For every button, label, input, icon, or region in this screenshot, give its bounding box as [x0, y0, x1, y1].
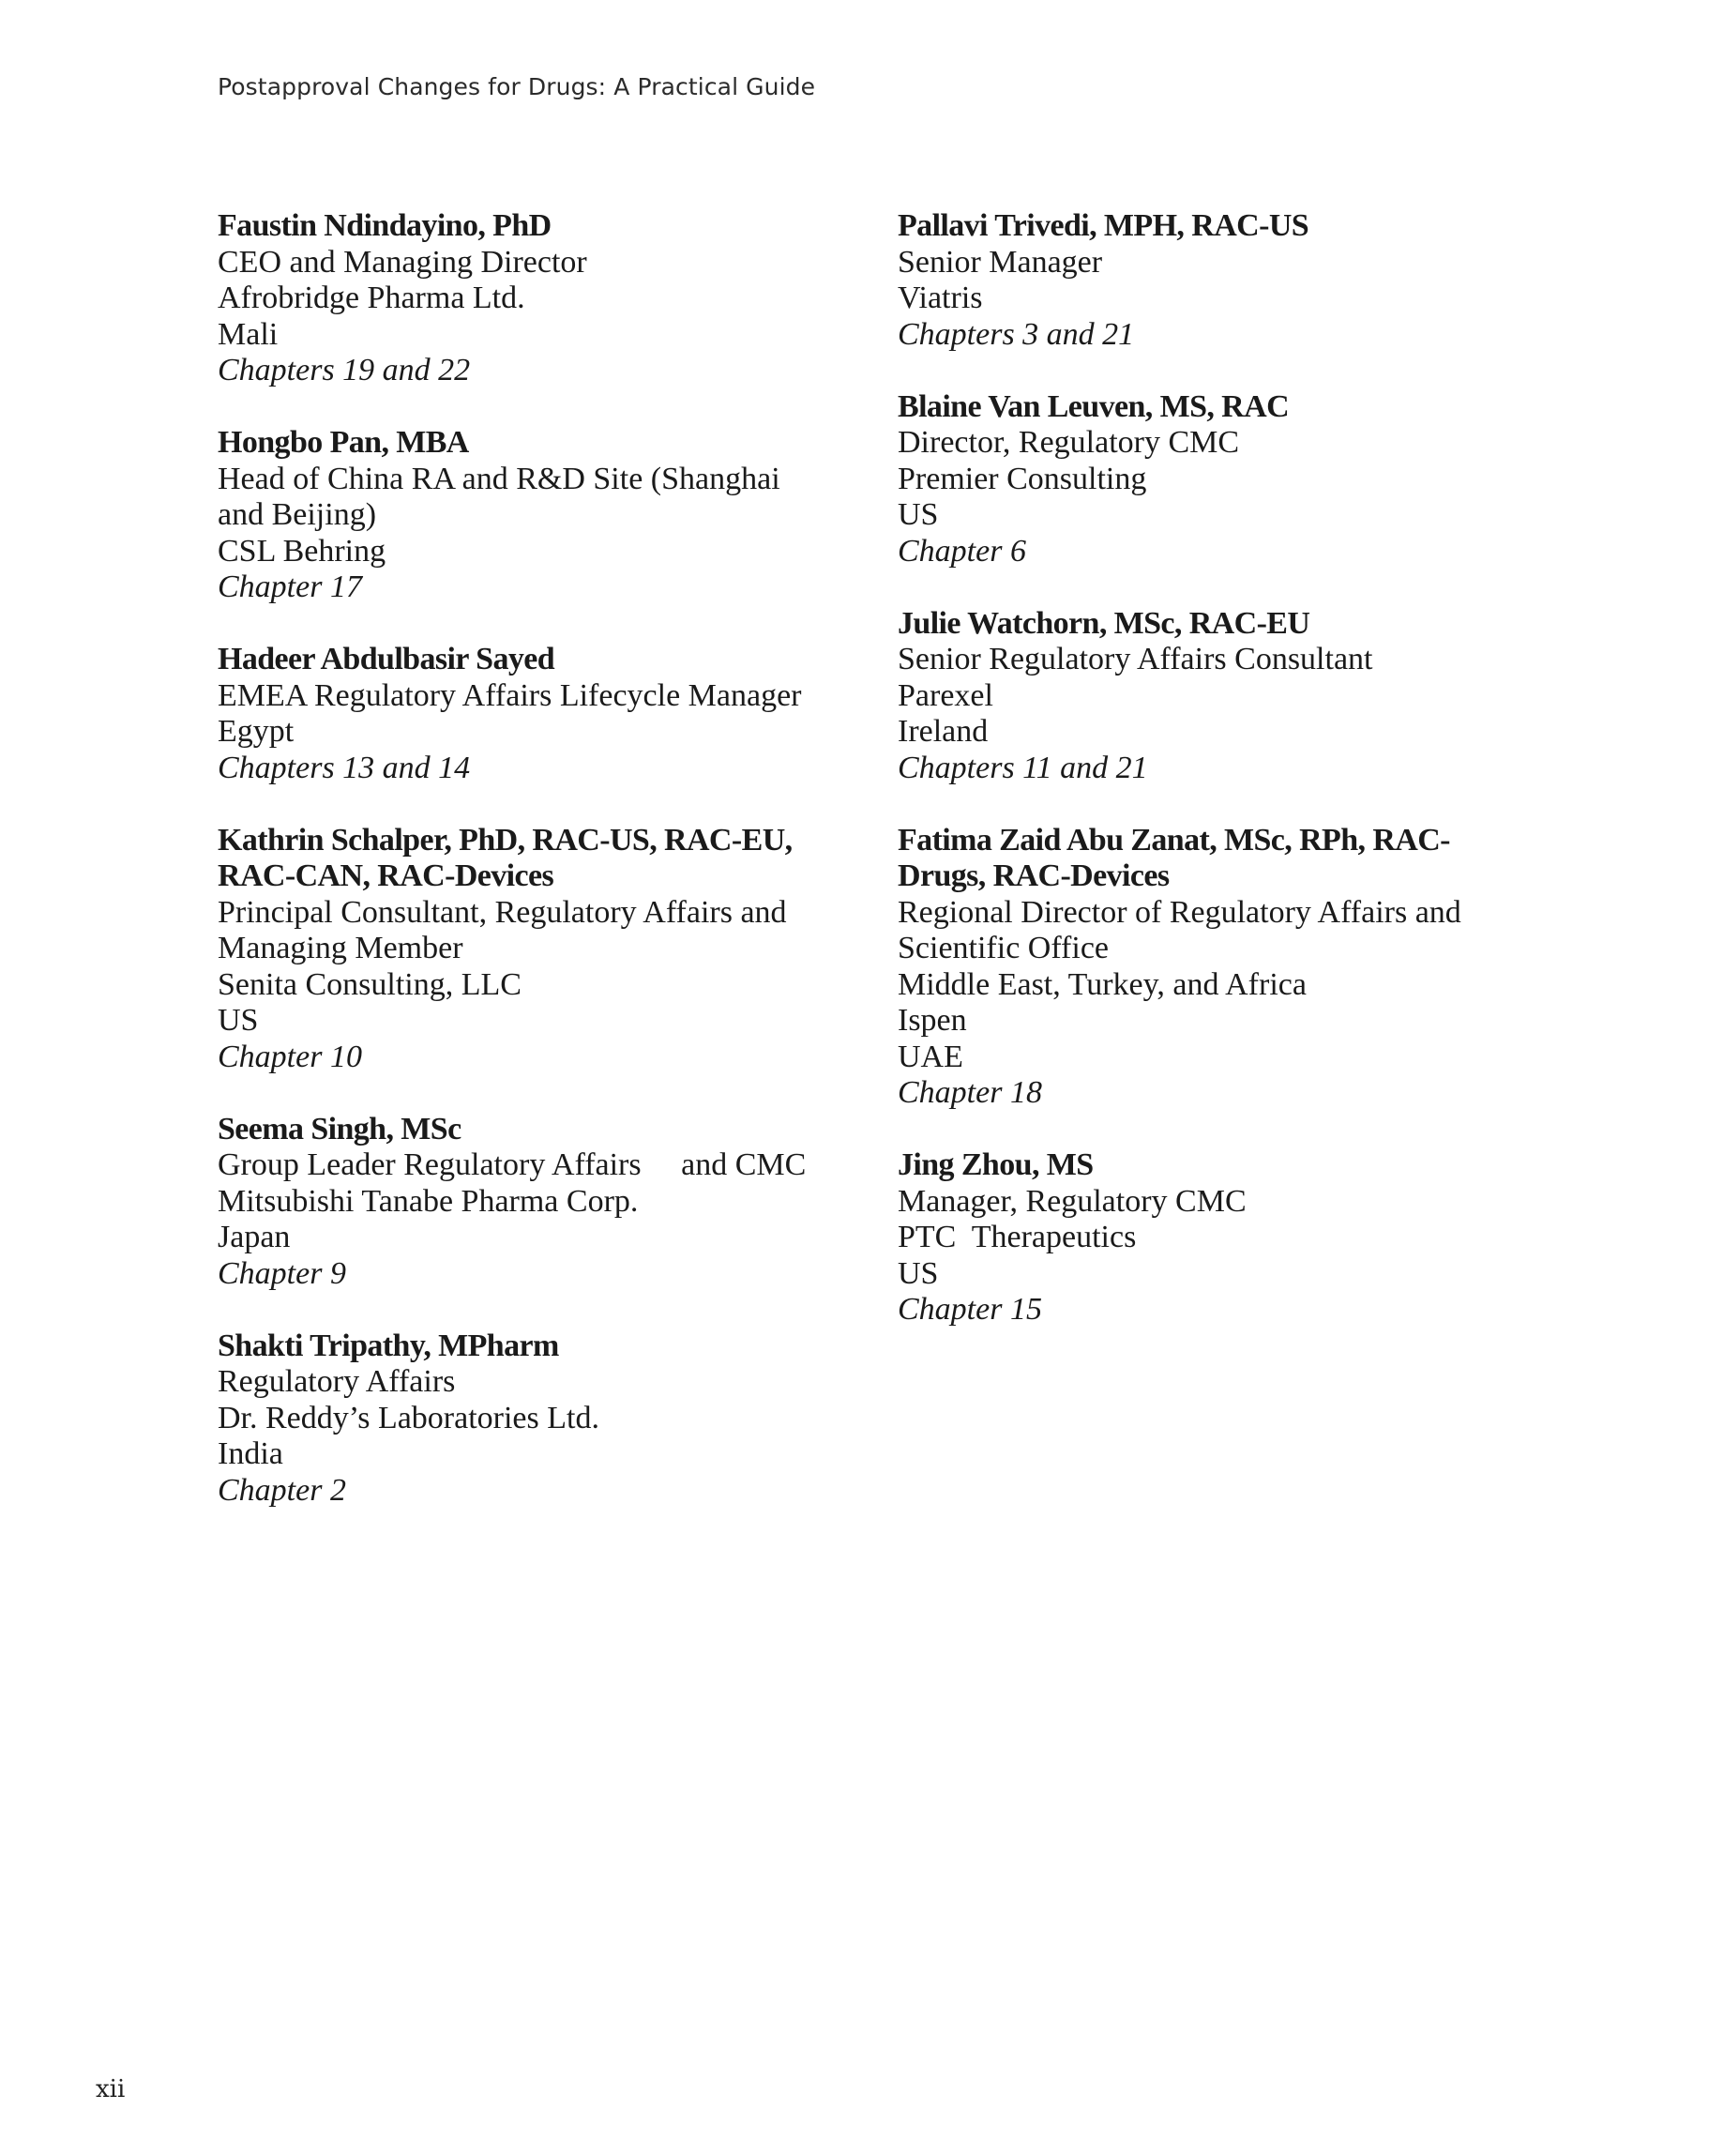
- contributor-name: Hongbo Pan, MBA: [218, 425, 469, 460]
- contributor-name: Shakti Tripathy, MPharm: [218, 1328, 559, 1363]
- contributor-entry: [218, 208, 818, 389]
- contributor-detail: Middle East, Turkey, and Africa: [898, 966, 1307, 1002]
- contributor-detail: Ispen: [898, 1003, 967, 1038]
- contributor-detail: Managing Member: [218, 931, 463, 965]
- contributor-chapters: Chapter 18: [898, 1075, 1042, 1110]
- contributor-detail: EMEA Regulatory Affairs Lifecycle Manager: [218, 677, 802, 713]
- contributor-name: Julie Watchorn, MSc, RAC-EU: [898, 605, 1310, 641]
- contributor-detail: Regional Director of Regulatory Affairs and: [898, 894, 1461, 930]
- contributor-detail: Manager, Regulatory CMC: [898, 1183, 1247, 1219]
- contributor-name: Fatima Zaid Abu Zanat, MSc, RPh, RAC-Drugs, RAC-Devices: [898, 822, 1450, 893]
- contributor-detail: Group Leader Regulatory Affairs and CMC: [218, 1147, 807, 1182]
- contributor-detail: CEO and Managing Director: [218, 244, 587, 280]
- contributor-name: Jing Zhou, MS: [898, 1147, 1094, 1182]
- contributor-entry: [218, 823, 818, 1076]
- contributor-detail: Head of China RA and R&D Site (Shanghai: [218, 461, 780, 496]
- contributor-detail: Regulatory Affairs: [218, 1364, 456, 1399]
- contributor-detail: Afrobridge Pharma Ltd.: [218, 281, 525, 315]
- contributors-left-column: [218, 208, 818, 1545]
- contributor-detail: Scientific Office: [898, 931, 1110, 965]
- contributor-chapters: Chapter 10: [218, 1039, 362, 1074]
- contributor-detail: Premier Consulting: [898, 461, 1147, 496]
- contributor-chapters: Chapter 15: [898, 1292, 1042, 1327]
- contributor-name: Hadeer Abdulbasir Sayed: [218, 642, 555, 676]
- contributor-detail: Director, Regulatory CMC: [898, 425, 1240, 460]
- contributor-chapters: Chapters 3 and 21: [898, 316, 1135, 352]
- contributor-detail: PTC Therapeutics: [898, 1220, 1137, 1254]
- contributor-entry: [898, 389, 1498, 570]
- contributor-detail: India: [218, 1436, 283, 1471]
- contributor-chapters: Chapter 9: [218, 1255, 346, 1291]
- contributor-detail: Mali: [218, 316, 279, 352]
- contributor-entry: [898, 1147, 1498, 1329]
- contributor-entry: [898, 208, 1498, 353]
- contributor-detail: and Beijing): [218, 497, 377, 532]
- contributor-detail: Principal Consultant, Regulatory Affairs and: [218, 894, 787, 930]
- contributor-detail: Dr. Reddy’s Laboratories Ltd.: [218, 1400, 599, 1435]
- contributor-name: Kathrin Schalper, PhD, RAC-US, RAC-EU, RAC-CAN, RAC-Devices: [218, 822, 793, 893]
- contributor-name: Faustin Ndindayino, PhD: [218, 208, 552, 243]
- contributor-chapters: Chapter 2: [218, 1472, 346, 1508]
- contributor-entry: [218, 1329, 818, 1510]
- contributor-entry: [898, 823, 1498, 1112]
- contributor-name: Blaine Van Leuven, MS, RAC: [898, 388, 1290, 424]
- running-header: Postapproval Changes for Drugs: A Practical Guide: [218, 73, 816, 100]
- contributor-detail: Senior Manager: [898, 244, 1103, 280]
- contributor-detail: Senior Regulatory Affairs Consultant: [898, 642, 1373, 676]
- contributor-detail: US: [218, 1003, 259, 1038]
- contributor-detail: Egypt: [218, 714, 295, 749]
- contributor-detail: Mitsubishi Tanabe Pharma Corp.: [218, 1183, 639, 1219]
- contributor-chapters: Chapters 13 and 14: [218, 750, 471, 785]
- contributor-detail: Parexel: [898, 677, 993, 713]
- contributor-entry: [218, 1112, 818, 1293]
- contributor-chapters: Chapter 17: [218, 569, 362, 604]
- contributor-detail: Senita Consulting, LLC: [218, 966, 522, 1002]
- contributor-detail: UAE: [898, 1039, 963, 1074]
- contributor-detail: CSL Behring: [218, 533, 386, 569]
- contributor-detail: US: [898, 1255, 939, 1291]
- contributor-entry: [218, 642, 818, 786]
- contributor-entry: [898, 606, 1498, 787]
- contributor-name: Seema Singh, MSc: [218, 1111, 461, 1146]
- contributor-detail: US: [898, 497, 939, 532]
- contributor-entry: [218, 425, 818, 606]
- contributor-chapters: Chapters 11 and 21: [898, 750, 1148, 785]
- contributors-right-column: [898, 208, 1498, 1364]
- contributor-detail: Japan: [218, 1220, 291, 1254]
- contributor-chapters: Chapter 6: [898, 533, 1026, 569]
- contributor-name: Pallavi Trivedi, MPH, RAC-US: [898, 208, 1309, 243]
- page-number: xii: [96, 2075, 126, 2103]
- contributor-chapters: Chapters 19 and 22: [218, 353, 471, 387]
- contributor-detail: Viatris: [898, 281, 983, 315]
- contributor-detail: Ireland: [898, 714, 989, 749]
